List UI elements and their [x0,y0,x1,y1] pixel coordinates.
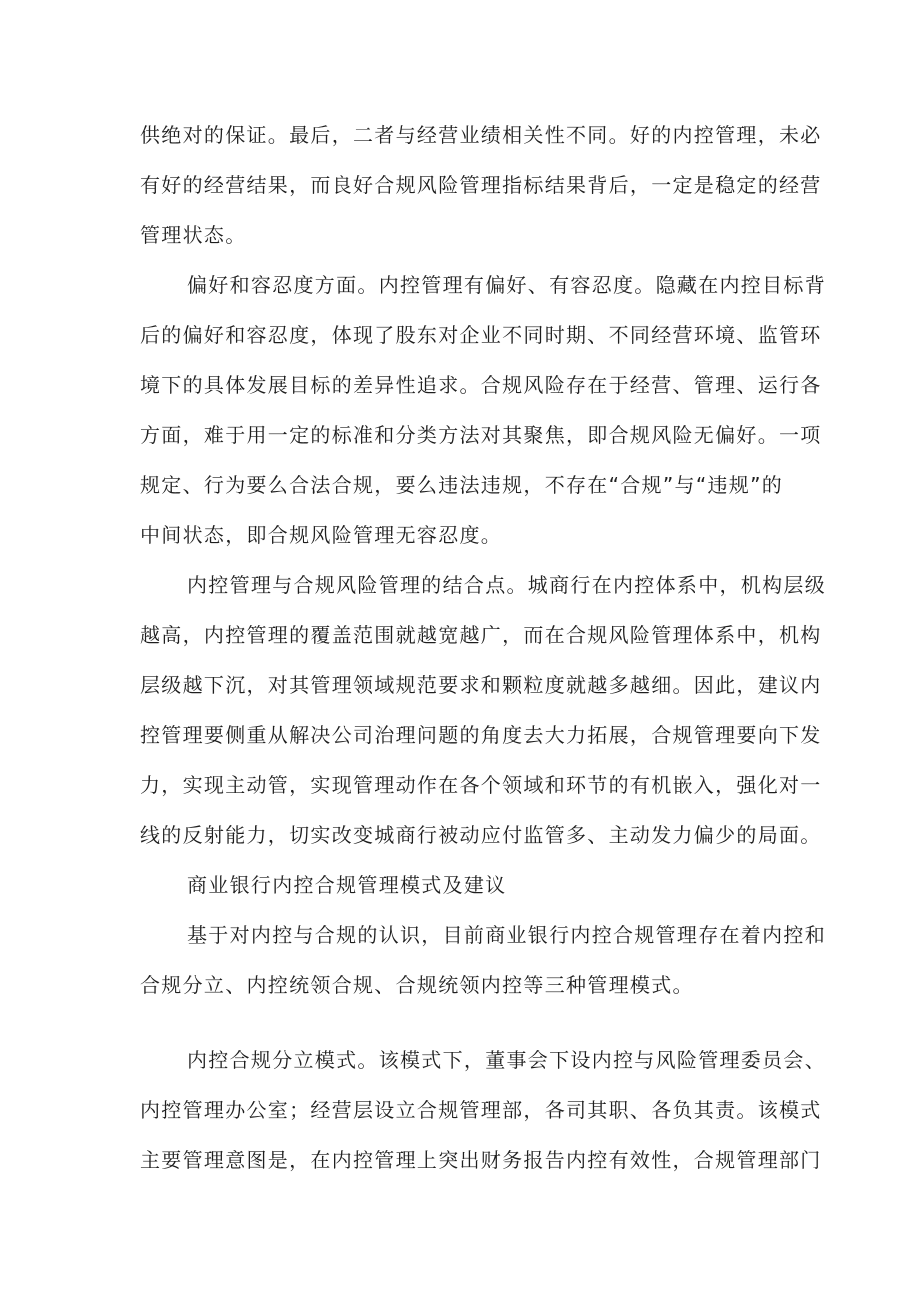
text-line: 越高，内控管理的覆盖范围就越宽越广，而在合规风险管理体系中，机构 [140,623,822,647]
text-line: 偏好和容忍度方面。内控管理有偏好、有容忍度。隐藏在内控目标背 [187,273,826,297]
text-line: 控管理要侧重从解决公司治理问题的角度去大力拓展，合规管理要向下发 [140,723,822,747]
text-line: 内控管理办公室；经营层设立合规管理部，各司其职、各负其责。该模式 [140,1098,822,1122]
text-line: 力，实现主动管，实现管理动作在各个领域和环节的有机嵌入，强化对一 [140,773,822,797]
text-line: 线的反射能力，切实改变城商行被动应付监管多、主动发力偏少的局面。 [140,823,822,847]
section-heading: 商业银行内控合规管理模式及建议 [187,873,507,897]
text-line: 基于对内控与合规的认识，目前商业银行内控合规管理存在着内控和 [187,923,826,947]
text-line: 主要管理意图是，在内控管理上突出财务报告内控有效性，合规管理部门 [140,1148,822,1172]
text-line: 内控管理与合规风险管理的结合点。城商行在内控体系中，机构层级 [187,573,826,597]
text-line: 内控合规分立模式。该模式下，董事会下设内控与风险管理委员会、 [187,1048,826,1072]
text-line: 境下的具体发展目标的差异性追求。合规风险存在于经营、管理、运行各 [140,373,822,397]
text-line: 方面，难于用一定的标准和分类方法对其聚焦，即合规风险无偏好。一项 [140,423,822,447]
text-line: 中间状态，即合规风险管理无容忍度。 [140,523,503,547]
text-line: 管理状态。 [140,223,247,247]
text-line: 后的偏好和容忍度，体现了股东对企业不同时期、不同经营环境、监管环 [140,323,822,347]
text-line: 供绝对的保证。最后，二者与经营业绩相关性不同。好的内控管理，未必 [140,123,822,147]
text-line: 合规分立、内控统领合规、合规统领内控等三种管理模式。 [140,973,694,997]
text-line: 层级越下沉，对其管理领域规范要求和颗粒度就越多越细。因此，建议内 [140,673,822,697]
text-line: 有好的经营结果，而良好合规风险管理指标结果背后，一定是稳定的经营 [140,173,822,197]
text-line: 规定、行为要么合法合规，要么违法违规，不存在“合规”与“违规”的 [140,473,784,497]
